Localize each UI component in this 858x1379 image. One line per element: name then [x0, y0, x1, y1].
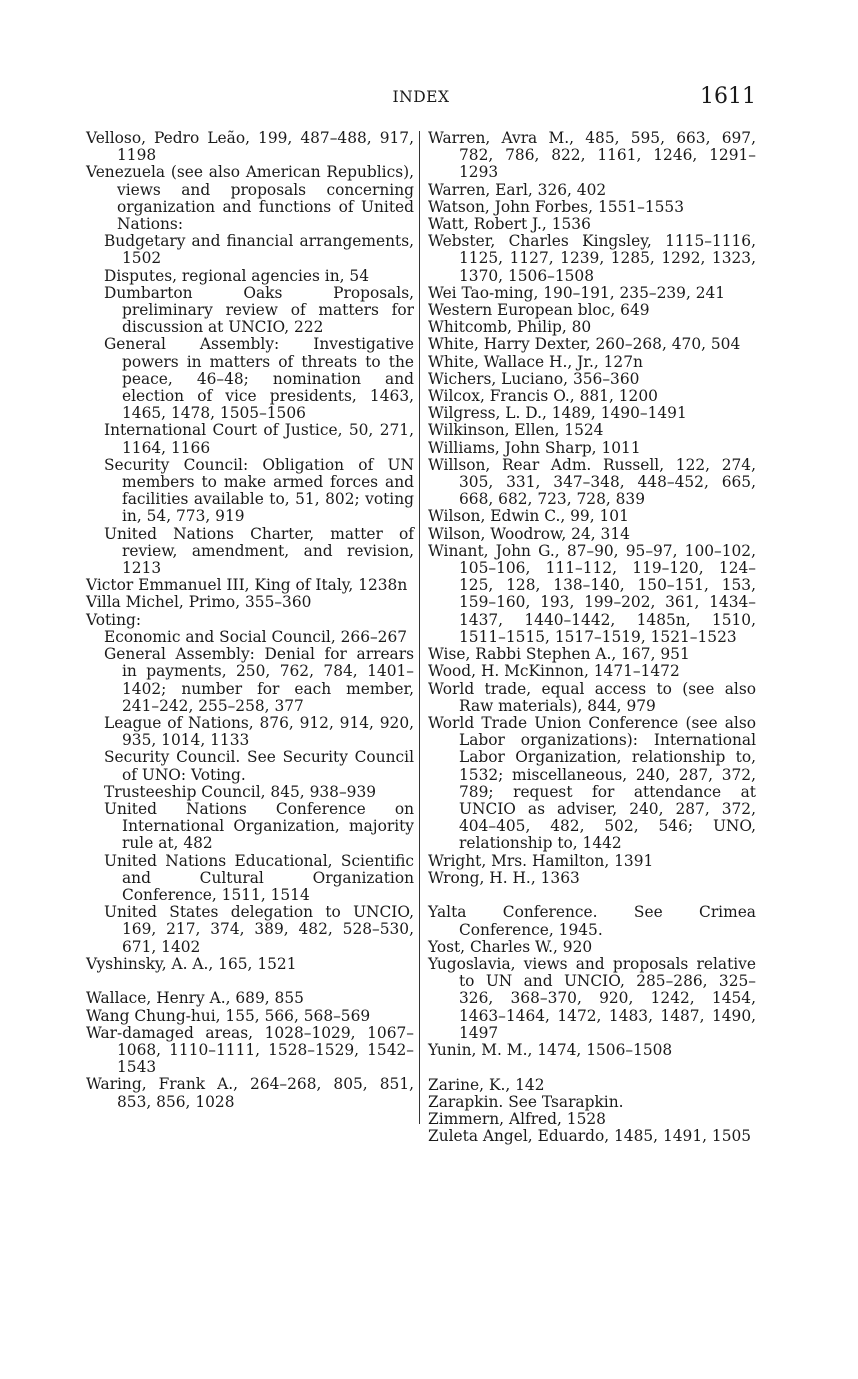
index-entry: Waring, Frank A., 264–268, 805, 851, 853, 856, 1028 — [86, 1075, 414, 1111]
index-column-right — [428, 130, 756, 1146]
index-entry: Zarapkin. See Tsarapkin. — [428, 1092, 624, 1111]
index-entry: Zimmern, Alfred, 1528 — [428, 1110, 606, 1129]
index-subentry: Security Council. See Security Council of UNO: Voting. — [104, 748, 414, 784]
index-entry: Villa Michel, Primo, 355–360 — [86, 593, 312, 612]
index-entry: Vyshinsky, A. A., 165, 1521 — [86, 954, 297, 973]
index-entry: Wilson, Edwin C., 99, 101 — [428, 507, 629, 526]
index-entry: Winant, John G., 87–90, 95–97, 100–102, 105–106, 111–112, 119–120, 124–125, 128, 138–140, 150–151, 153, 159–160, 193, 199–202, 361, 1434–1437, 1440–1442, 1485n, 1510, 1511–1515, 1517–1519, 1521–1523 — [428, 541, 756, 646]
index-entry: Velloso, Pedro Leão, 199, 487–488, 917, 1198 — [86, 129, 414, 165]
index-entry: War-damaged areas, 1028–1029, 1067–1068, 1110–1111, 1528–1529, 1542–1543 — [86, 1023, 414, 1077]
index-entry: Yugoslavia, views and proposals relative to UN and UNCIO, 285–286, 325–326, 368–370, 920, 1242, 1454, 1463–1464, 1472, 1483, 1487, 1490, 1497 — [428, 955, 756, 1042]
index-entry: Victor Emmanuel III, King of Italy, 1238n — [86, 576, 408, 595]
index-subentry: General Assembly: Denial for arrears in payments, 250, 762, 784, 1401–1402; number for each member, 241–242, 255–258, 377 — [104, 645, 414, 715]
page-number: 1611 — [700, 84, 756, 109]
index-subentry: Dumbarton Oaks Proposals, preliminary review of matters for discussion at UNCIO, 222 — [104, 283, 414, 337]
index-entry: Willson, Rear Adm. Russell, 122, 274, 305, 331, 347–348, 448–452, 665, 668, 682, 723, 728, 839 — [428, 455, 756, 509]
column-divider — [419, 131, 420, 1124]
index-entry: World trade, equal access to (see also Raw materials), 844, 979 — [428, 679, 756, 715]
index-entry: Watt, Robert J., 1536 — [428, 215, 591, 234]
index-entry: Wilgress, L. D., 1489, 1490–1491 — [428, 404, 687, 423]
index-entry: Wallace, Henry A., 689, 855 — [86, 989, 304, 1008]
index-subentry: United Nations Charter, matter of review, amendment, and revision, 1213 — [104, 524, 414, 578]
index-entry: Yost, Charles W., 920 — [428, 937, 593, 956]
index-entry: Warren, Earl, 326, 402 — [428, 180, 607, 199]
index-entry: Warren, Avra M., 485, 595, 663, 697, 782, 786, 822, 1161, 1246, 1291–1293 — [428, 129, 756, 182]
index-entry: Webster, Charles Kingsley, 1115–1116, 1125, 1127, 1239, 1285, 1292, 1323, 1370, 1506–1508 — [428, 232, 756, 285]
index-entry: Western European bloc, 649 — [428, 301, 650, 320]
index-entry: Wei Tao-ming, 190–191, 235–239, 241 — [428, 283, 726, 302]
index-entry: Yalta Conference. See Crimea Conference, 1945. — [428, 903, 756, 939]
index-entry: Voting: — [86, 610, 142, 629]
page-header-title: INDEX — [392, 88, 450, 106]
index-entry: Watson, John Forbes, 1551–1553 — [428, 197, 684, 216]
index-entry: Wright, Mrs. Hamilton, 1391 — [428, 851, 654, 870]
index-entry: Wilkinson, Ellen, 1524 — [428, 421, 604, 440]
index-subentry: United States delegation to UNCIO, 169, 217, 374, 389, 482, 528–530, 671, 1402 — [104, 903, 414, 956]
index-entry: Wilson, Woodrow, 24, 314 — [428, 524, 630, 543]
index-entry: Whitcomb, Philip, 80 — [428, 318, 592, 337]
index-entry: Wilcox, Francis O., 881, 1200 — [428, 387, 658, 406]
index-subentry: General Assembly: Investigative powers in matters of threats to the peace, 46–48; nomination and election of vice presidents, 1463, 1465, 1478, 1505–1506 — [104, 335, 414, 423]
index-entry: Wise, Rabbi Stephen A., 167, 951 — [428, 645, 690, 664]
index-entry: Wrong, H. H., 1363 — [428, 868, 580, 887]
index-subentry: Disputes, regional agencies in, 54 — [104, 266, 370, 285]
index-entry: White, Wallace H., Jr., 127n — [428, 352, 643, 371]
index-entry: Wang Chung-hui, 155, 566, 568–569 — [86, 1006, 371, 1025]
index-subentry: League of Nations, 876, 912, 914, 920, 935, 1014, 1133 — [104, 713, 414, 750]
index-entry: Yunin, M. M., 1474, 1506–1508 — [428, 1041, 673, 1060]
index-entry: Venezuela (see also American Republics), views and proposals concerning organization and functions of United Nations: — [86, 163, 414, 234]
index-entry: Wood, H. McKinnon, 1471–1472 — [428, 662, 680, 681]
index-subentry: United Nations Educational, Scientific and Cultural Organization Conference, 1511, 1514 — [104, 851, 414, 904]
index-entry: Zuleta Angel, Eduardo, 1485, 1491, 1505 — [428, 1127, 752, 1146]
index-subentry: United Nations Conference on International Organization, majority rule at, 482 — [104, 799, 414, 853]
index-entry: White, Harry Dexter, 260–268, 470, 504 — [428, 335, 741, 354]
index-entry: Williams, John Sharp, 1011 — [428, 438, 641, 457]
index-subentry: Budgetary and financial arrangements, 1502 — [104, 232, 414, 268]
index-entry: Wichers, Luciano, 356–360 — [428, 369, 640, 388]
index-entry: Zarine, K., 142 — [428, 1075, 545, 1094]
index-entry: World Trade Union Conference (see also Labor organizations): International Labor Organization, relationship to, 1532; miscellaneous, 240, 287, 372, 789; request for attendance at UNCIO as adviser, 240, 287, 372, 404–405, 482, 502, 546; UNO, relationship to, 1442 — [428, 713, 756, 853]
index-subentry: Trusteeship Council, 845, 938–939 — [104, 782, 377, 801]
index-column-left — [86, 130, 414, 1111]
index-subentry: Security Council: Obligation of UN members to make armed forces and facilities available to, 51, 802; voting in, 54, 773, 919 — [104, 455, 414, 526]
index-subentry: International Court of Justice, 50, 271, 1164, 1166 — [104, 421, 414, 457]
index-subentry: Economic and Social Council, 266–267 — [104, 627, 408, 646]
